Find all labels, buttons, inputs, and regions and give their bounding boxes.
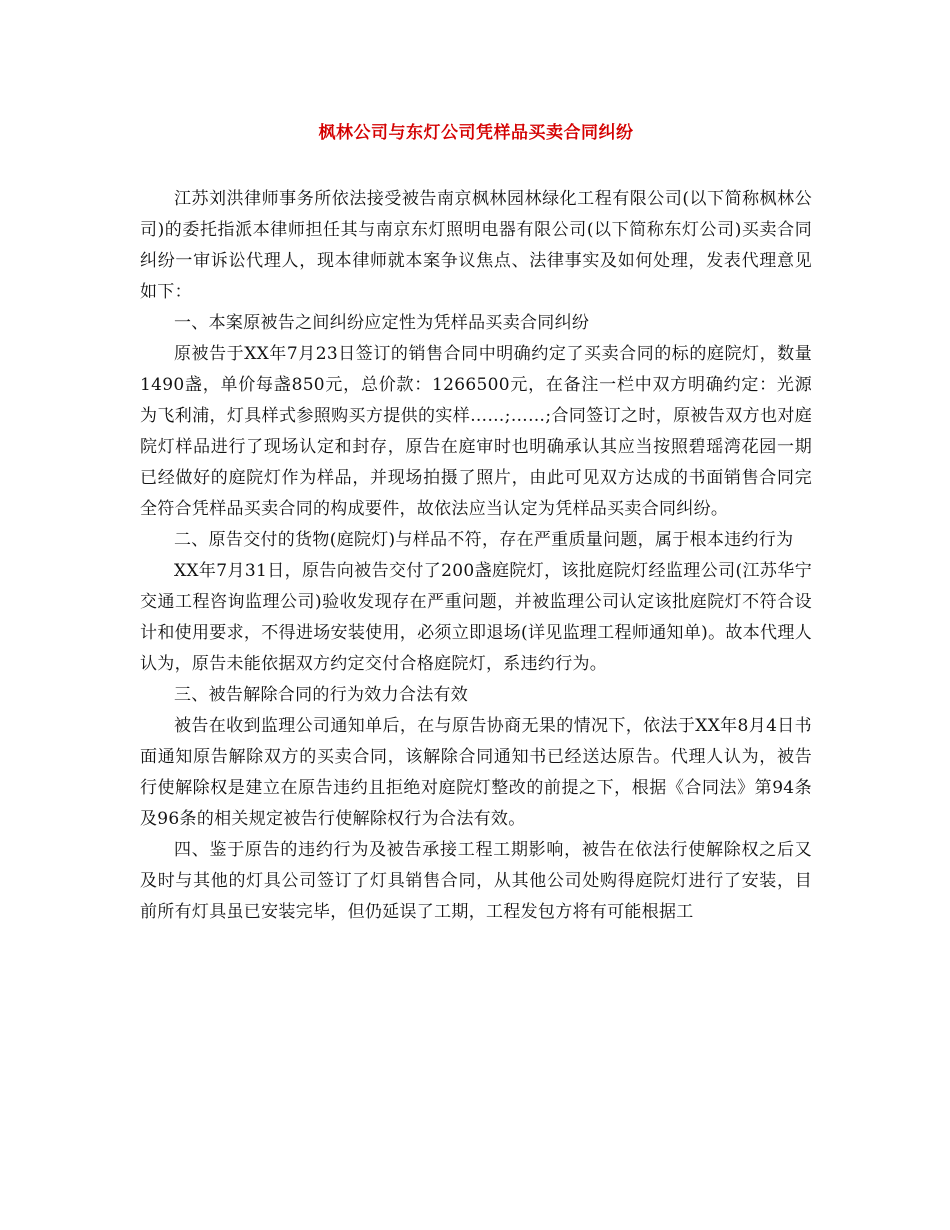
document-title: 枫林公司与东灯公司凭样品买卖合同纠纷 — [318, 123, 634, 143]
section-heading-1: 一、本案原被告之间纠纷应定性为凭样品买卖合同纠纷 — [174, 313, 590, 333]
paragraph-section-4: 四、鉴于原告的违约行为及被告承接工程工期影响，被告在依法行使解除权之后又及时与其他的灯具公司签订了灯具销售合同，从其他公司处购得庭院灯进行了安装，目前所有灯具虽已安装完毕，但仍延误了工期，工程发包方将有可能根据工 — [140, 840, 812, 922]
paragraph-section-2: XX年7月31日，原告向被告交付了200盏庭院灯，该批庭院灯经监理公司(江苏华宁交通工程咨询监理公司)验收发现存在严重问题，并被监理公司认定该批庭院灯不符合设计和使用要求，不得进场安装使用，必须立即退场(详见监理工程师通知单)。故本代理人认为，原告未能依据双方约定交付合格庭院灯，系违约行为。 — [140, 561, 812, 674]
section-heading-3: 三、被告解除合同的行为效力合法有效 — [174, 685, 469, 705]
document-page — [140, 118, 812, 928]
paragraph-intro: 江苏刘洪律师事务所依法接受被告南京枫林园林绿化工程有限公司(以下简称枫林公司)的委托指派本律师担任其与南京东灯照明电器有限公司(以下简称东灯公司)买卖合同纠纷一审诉讼代理人，现本律师就本案争议焦点、法律事实及如何处理，发表代理意见如下： — [140, 189, 812, 302]
paragraph-section-3: 被告在收到监理公司通知单后，在与原告协商无果的情况下，依法于XX年8月4日书面通知原告解除双方的买卖合同，该解除合同通知书已经送达原告。代理人认为，被告行使解除权是建立在原告违约且拒绝对庭院灯整改的前提之下，根据《合同法》第94条及96条的相关规定被告行使解除权行为合法有效。 — [140, 716, 812, 829]
section-heading-2: 二、原告交付的货物(庭院灯)与样品不符，存在严重质量问题，属于根本违约行为 — [174, 530, 794, 550]
paragraph-section-1: 原被告于XX年7月23日签订的销售合同中明确约定了买卖合同的标的庭院灯，数量1490盏，单价每盏850元，总价款：1266500元，在备注一栏中双方明确约定：光源为飞利浦，灯具样式参照购买方提供的实样……;……;合同签订之时，原被告双方也对庭院灯样品进行了现场认定和封存，原告在庭审时也明确承认其应当按照碧瑶湾花园一期已经做好的庭院灯作为样品，并现场拍摄了照片，由此可见双方达成的书面销售合同完全符合凭样品买卖合同的构成要件，故依法应当认定为凭样品买卖合同纠纷。 — [140, 344, 812, 519]
